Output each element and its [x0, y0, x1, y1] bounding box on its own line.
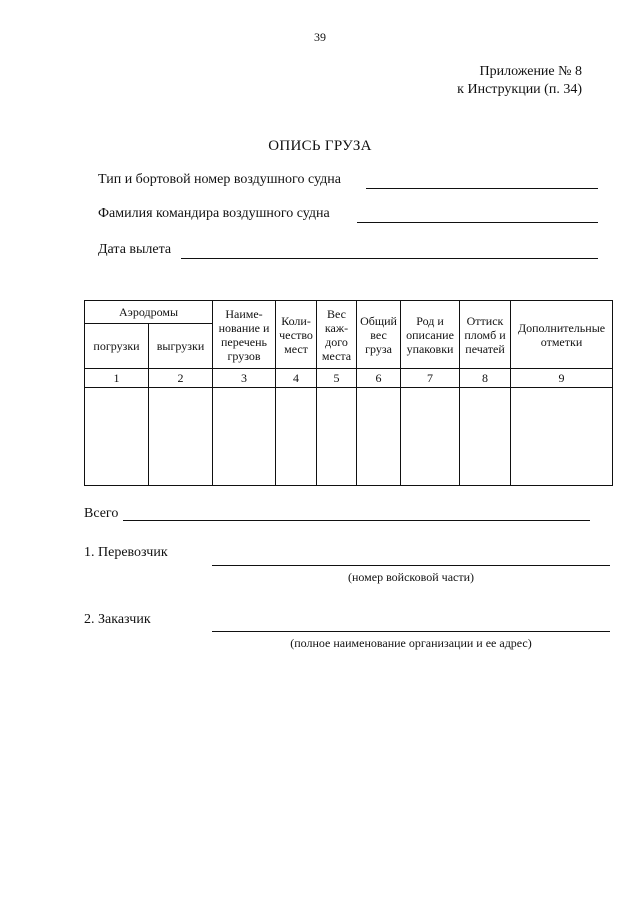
aircraft-input-line[interactable]	[366, 188, 598, 189]
aerodromes-header: Аэродромы	[85, 301, 213, 324]
customer-input-line[interactable]	[212, 631, 610, 632]
packaging-header: Род и описание упаковки	[401, 301, 460, 369]
table-cell[interactable]	[317, 388, 357, 486]
column-number: 9	[511, 369, 613, 388]
column-number: 2	[149, 369, 213, 388]
column-number: 6	[357, 369, 401, 388]
cargo-table	[84, 300, 613, 486]
table-cell[interactable]	[511, 388, 613, 486]
carrier-label: 1. Перевозчик	[84, 545, 168, 560]
cargo-name-header: Наиме- нование и перечень грузов	[213, 301, 276, 369]
notes-header: Дополнительные отметки	[511, 301, 613, 369]
table-cell[interactable]	[460, 388, 511, 486]
total-label: Всего	[84, 506, 119, 521]
commander-input-line[interactable]	[357, 222, 598, 223]
count-header: Коли- чество мест	[276, 301, 317, 369]
appendix-line-2: к Инструкции (п. 34)	[457, 82, 582, 97]
customer-label: 2. Заказчик	[84, 612, 151, 627]
appendix-header	[457, 63, 582, 99]
table-cell[interactable]	[149, 388, 213, 486]
table-cell[interactable]	[276, 388, 317, 486]
departure-date-label: Дата вылета	[98, 242, 172, 257]
page-number: 39	[314, 30, 326, 44]
carrier-caption: (номер войсковой части)	[347, 570, 475, 584]
document-title: ОПИСЬ ГРУЗА	[268, 138, 372, 154]
column-number: 5	[317, 369, 357, 388]
seals-header: Оттиск пломб и печатей	[460, 301, 511, 369]
customer-caption: (полное наименование организации и ее адрес)	[290, 636, 532, 650]
column-number: 3	[213, 369, 276, 388]
table-cell[interactable]	[401, 388, 460, 486]
unloading-header: выгрузки	[149, 324, 213, 369]
table-cell[interactable]	[213, 388, 276, 486]
commander-label: Фамилия командира воздушного судна	[98, 206, 330, 221]
table-cell[interactable]	[357, 388, 401, 486]
total-weight-header: Общий вес груза	[357, 301, 401, 369]
appendix-line-1: Приложение № 8	[479, 64, 582, 79]
weight-each-header: Вес каж- дого места	[317, 301, 357, 369]
column-number: 8	[460, 369, 511, 388]
departure-date-input-line[interactable]	[181, 258, 598, 259]
loading-header: погрузки	[85, 324, 149, 369]
aircraft-label: Тип и бортовой номер воздушного судна	[98, 172, 341, 187]
column-number: 1	[85, 369, 149, 388]
total-input-line[interactable]	[123, 520, 590, 521]
column-number: 4	[276, 369, 317, 388]
table-cell[interactable]	[85, 388, 149, 486]
column-number: 7	[401, 369, 460, 388]
carrier-input-line[interactable]	[212, 565, 610, 566]
